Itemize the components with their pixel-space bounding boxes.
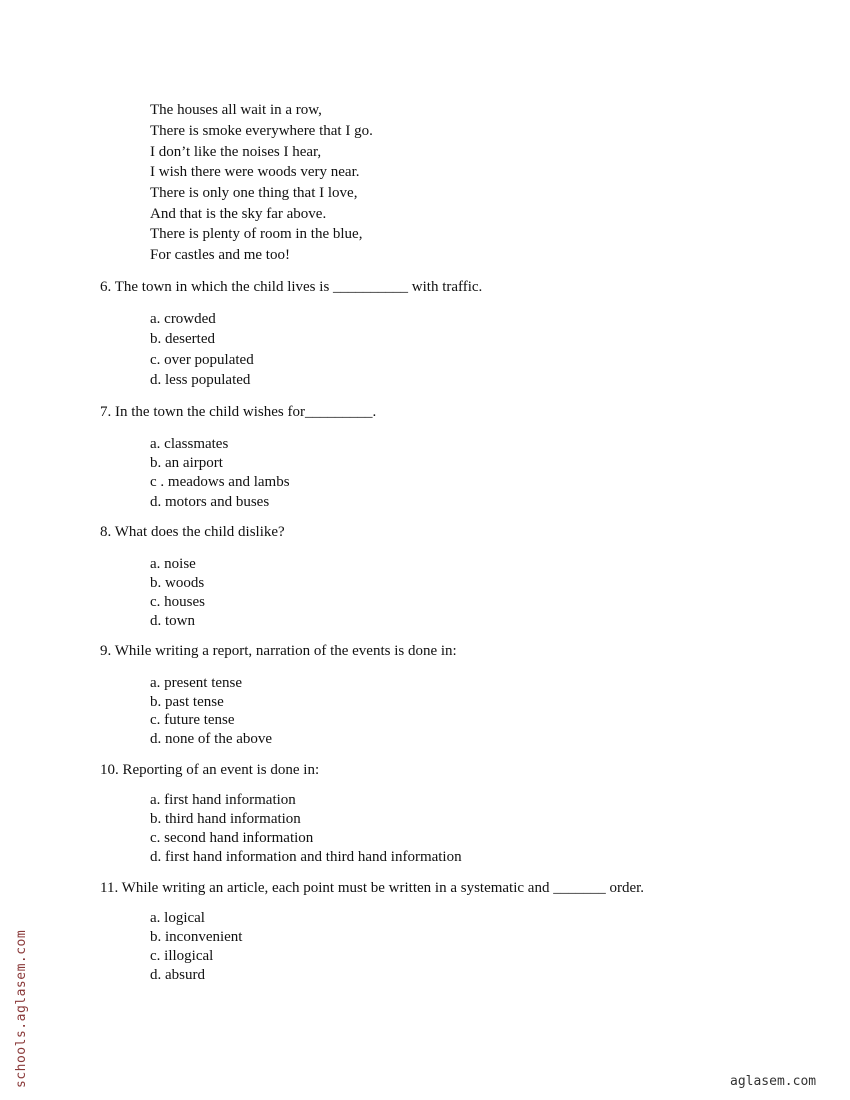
poem-line: There is only one thing that I love, <box>150 185 358 201</box>
question-11-option-a: a. logical <box>150 910 205 926</box>
poem-line: For castles and me too! <box>150 247 290 263</box>
question-11-option-d: d. absurd <box>150 967 205 983</box>
question-10: 10. Reporting of an event is done in: <box>100 762 320 778</box>
side-watermark: schools.aglasem.com <box>14 929 29 1088</box>
question-8-option-a: a. noise <box>150 556 196 572</box>
question-7-option-c: c . meadows and lambs <box>150 474 290 490</box>
question-10-option-c: c. second hand information <box>150 830 314 846</box>
question-8-option-d: d. town <box>150 613 195 629</box>
question-6-option-d: d. less populated <box>150 372 251 388</box>
question-10-option-a: a. first hand information <box>150 792 296 808</box>
question-9-option-d: d. none of the above <box>150 731 273 747</box>
poem-line: I don’t like the noises I hear, <box>150 144 322 160</box>
poem-line: And that is the sky far above. <box>150 206 327 222</box>
question-6-option-b: b. deserted <box>150 331 215 347</box>
question-8: 8. What does the child dislike? <box>100 524 285 540</box>
question-7-option-a: a. classmates <box>150 436 229 452</box>
question-6: 6. The town in which the child lives is __________ with traffic. <box>100 279 483 295</box>
question-9-option-b: b. past tense <box>150 694 224 710</box>
footer-watermark: aglasem.com <box>730 1074 817 1089</box>
poem-line: There is plenty of room in the blue, <box>150 226 363 242</box>
poem-line: The houses all wait in a row, <box>150 102 322 118</box>
question-11-option-b: b. inconvenient <box>150 929 243 945</box>
question-7-option-b: b. an airport <box>150 455 223 471</box>
question-7-option-d: d. motors and buses <box>150 494 270 510</box>
question-6-option-a: a. crowded <box>150 311 216 327</box>
question-10-option-b: b. third hand information <box>150 811 301 827</box>
question-11-option-c: c. illogical <box>150 948 214 964</box>
question-11: 11. While writing an article, each point must be written in a systematic and _______ order. <box>100 880 645 896</box>
question-9-option-a: a. present tense <box>150 675 243 691</box>
question-9: 9. While writing a report, narration of the events is done in: <box>100 643 457 659</box>
question-9-option-c: c. future tense <box>150 712 235 728</box>
question-10-option-d: d. first hand information and third hand information <box>150 849 462 865</box>
poem-line: I wish there were woods very near. <box>150 164 360 180</box>
question-8-option-c: c. houses <box>150 594 205 610</box>
question-7: 7. In the town the child wishes for_________. <box>100 404 377 420</box>
question-8-option-b: b. woods <box>150 575 205 591</box>
question-6-option-c: c. over populated <box>150 352 254 368</box>
poem-line: There is smoke everywhere that I go. <box>150 123 373 139</box>
